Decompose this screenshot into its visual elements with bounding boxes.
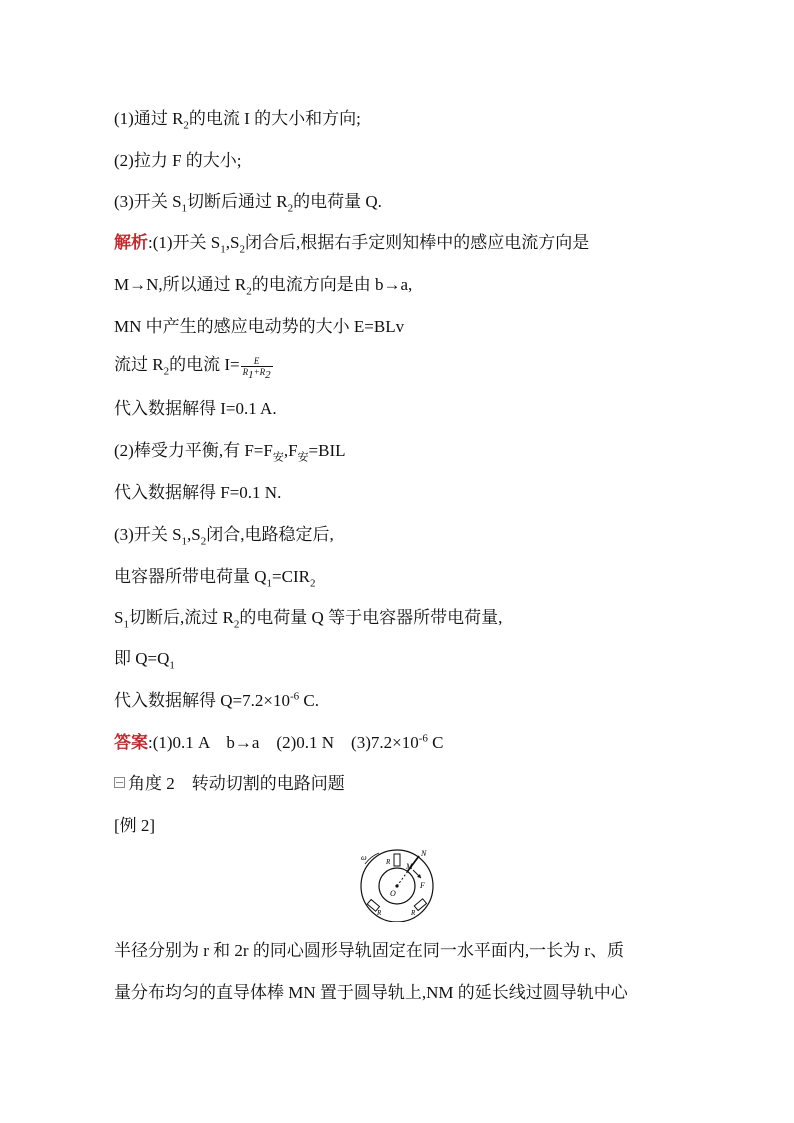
body-line-2: 量分布均匀的直导体棒 MN 置于圆导轨上,NM 的延长线过圆导轨中心 [114,983,628,1002]
solution-line-9: 电容器所带电荷量 $Q_1=CIR_2$ [114,567,316,590]
solution-line-7: 代入数据解得 F=0.1 N. [114,483,282,502]
label-n: N [421,849,427,858]
label-f: F [420,881,425,890]
solution-line-10: $S_1$切断后,流过 $R_2$的电荷量 Q 等于电容器所带电荷量, [114,608,503,631]
current-fraction: $\frac{E}{R_1+R_2}$ [242,355,271,381]
solution-line-12: 代入数据解得 $Q=7.2\times 10^{-6}$ C. [114,690,319,710]
solution-line-1: 解析:(1)开关 $S_1,S_2$闭合后,根据右手定则知棒中的感应电流方向是 [114,233,590,256]
resistor-top [394,854,400,866]
solution-label: 解析 [114,233,148,252]
question-3: (3)开关 $S_1$切断后通过 $R_2$的电荷量 Q. [114,192,382,215]
label-r-left: R [377,909,382,917]
solution-line-11: 即 $Q=Q_1$ [114,649,175,672]
solution-line-4: 流过 $R_2$的电流 I= $\frac{E}{R_1+R_2}$ [114,355,271,381]
solution-line-5: 代入数据解得 I=0.1 A. [114,399,277,418]
label-r-right: R [411,909,416,917]
label-r-top: R [386,858,391,866]
label-omega: ω [361,853,367,862]
solution-line-6: (2)棒受力平衡,有 $F=F_安,F_安=BIL$ [114,441,346,464]
center-point [395,884,398,887]
rotation-arc [365,853,379,864]
solution-line-2: M→N,所以通过 $R_2$的电流方向是由 b→a, [114,275,413,298]
solution-line-8: (3)开关 $S_1,S_2$闭合,电路稳定后, [114,525,334,548]
example-label: [例 2] [114,816,156,835]
question-2: (2)拉力 F 的大小; [114,151,242,170]
question-1: (1)通过 $R_2$的电流 I 的大小和方向; [114,109,361,132]
section-heading: 角度 2 转动切割的电路问题 [114,773,345,795]
answer-label: 答案 [114,733,148,752]
circular-rail-diagram [355,844,439,922]
solution-line-3: MN 中产生的感应电动势的大小 E=BLv [114,317,405,336]
label-o: O [390,889,396,898]
label-m: M [406,862,413,871]
answer-line: 答案:(1)0.1 A b→a (2)0.1 N $(3)7.2\times 10^{-6}$ C [114,732,444,752]
body-line-1: 半径分别为 r 和 2r 的同心圆形导轨固定在同一水平面内,一长为 r、质 [114,941,624,960]
collapse-icon [114,777,125,788]
